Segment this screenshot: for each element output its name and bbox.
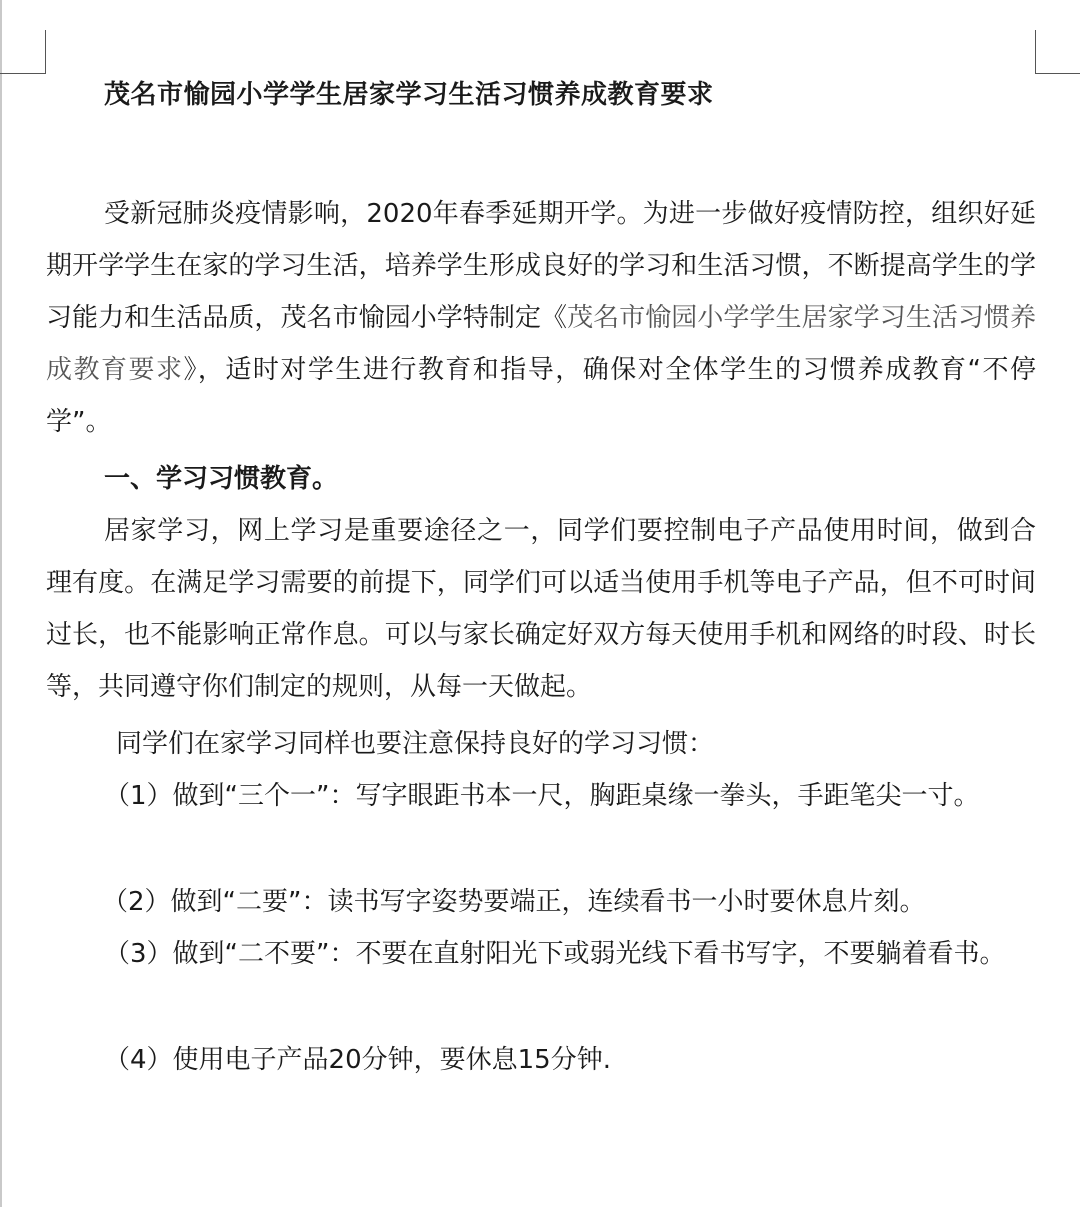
study-habits-lead: 同学们在家学习同样也要注意保持良好的学习习惯： <box>116 729 715 759</box>
page-left-edge <box>0 0 2 1207</box>
intro-paragraph <box>46 188 1036 448</box>
list-item: （4）使用电子产品20分钟，要休息15分钟. <box>104 1045 611 1075</box>
crop-mark-top-left-horizontal <box>0 73 46 74</box>
crop-mark-top-right-horizontal <box>1035 73 1080 74</box>
list-item: （2）做到“二要”：读书写字姿势要端正，连续看书一小时要休息片刻。 <box>102 887 926 917</box>
crop-mark-top-right-vertical <box>1035 30 1036 74</box>
list-item: （3）做到“二不要”：不要在直射阳光下或弱光线下看书写字，不要躺着看书。 <box>104 939 1006 969</box>
study-habits-paragraph: 居家学习，网上学习是重要途径之一，同学们要控制电子产品使用时间，做到合理有度。在满足学习需要的前提下，同学们可以适当使用手机等电子产品，但不可时间过长，也不能影响正常作息。可以与家长确定好双方每天使用手机和网络的时段、时长等，共同遵守你们制定的规则，从每一天做起。 <box>46 516 1036 702</box>
list-item: （1）做到“三个一”：写字眼距书本一尺，胸距桌缘一拳头，手距笔尖一寸。 <box>104 781 980 811</box>
intro-text-after: 》，适时对学生进行教育和指导，确保对全体学生的习惯养成教育“不停学”。 <box>46 355 1036 437</box>
intro-text-before: 受新冠肺炎疫情影响，2020年春季延期开学。为进一步做好疫情防控，组织好延期开学学生在家的学习生活，培养学生形成良好的学习和生活习惯，不断提高学生的学习能力和生活品质，茂名市愉园小学特制定《 <box>46 199 1036 333</box>
document-title: 茂名市愉园小学学生居家学习生活习惯养成教育要求 <box>104 80 714 110</box>
document-name-reference: 茂名市愉园小学学生居家学习生活习惯养成教育要求 <box>46 303 1036 385</box>
section-heading-study-habits: 一、学习习惯教育。 <box>104 464 339 494</box>
crop-mark-top-left-vertical <box>45 30 46 74</box>
